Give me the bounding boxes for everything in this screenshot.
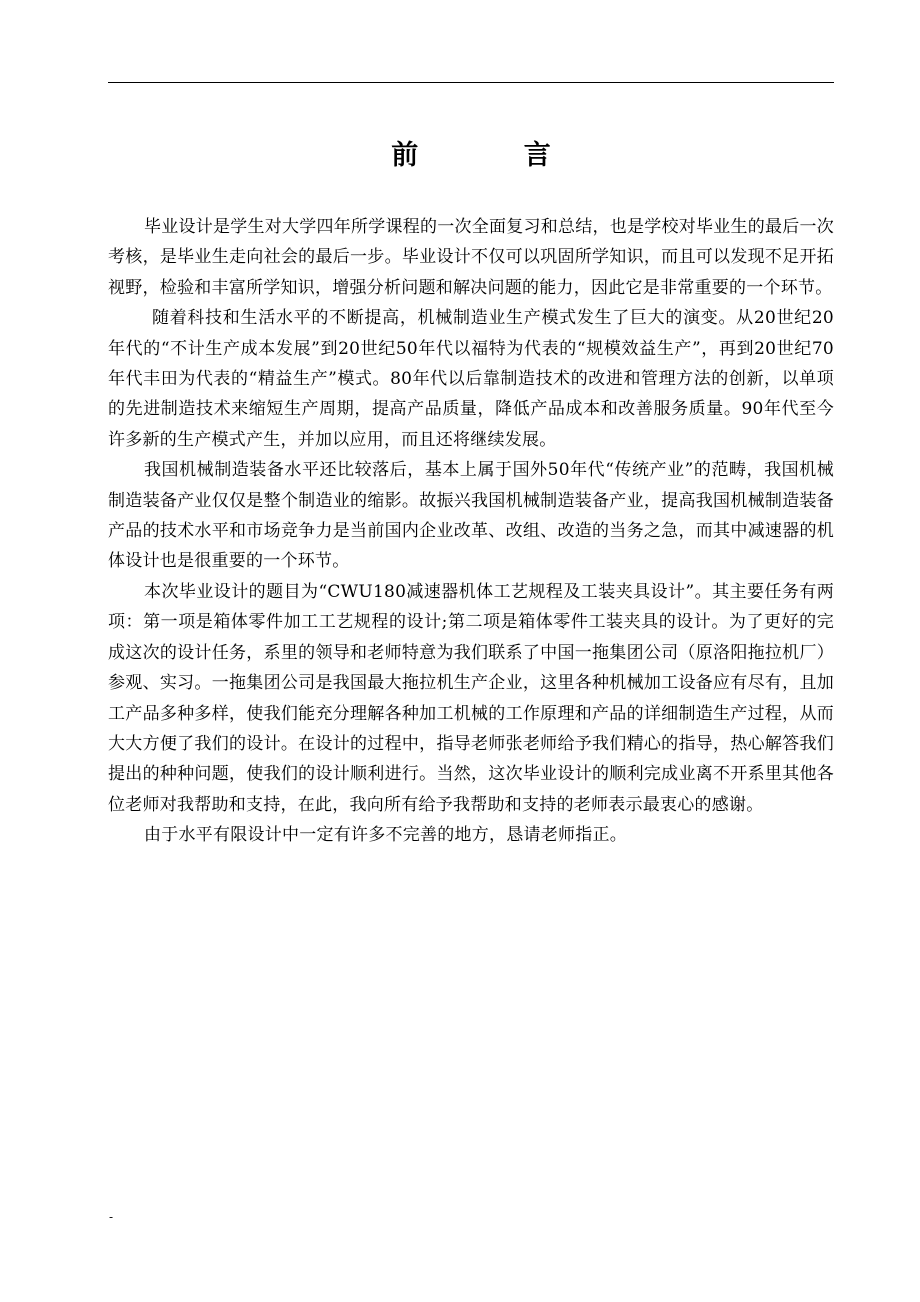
- footer-mark: -: [109, 1210, 114, 1224]
- paragraph-2: 随着科技和生活水平的不断提高，机械制造业生产模式发生了巨大的演变。从20世纪20年代的“不计生产成本发展”到20世纪50年代以福特为代表的“规模效益生产”，再到20世纪70年代丰田为代表的“精益生产”模式。80年代以后靠制造技术的改进和管理方法的创新，以单项的先进制造技术来缩短生产周期，提高产品质量，降低产品成本和改善服务质量。90年代至今许多新的生产模式产生，并加以应用，而且还将继续发展。: [108, 308, 834, 450]
- page-title: 前 言: [391, 140, 599, 171]
- preface-body: [108, 212, 834, 851]
- paragraph-4: 本次毕业设计的题目为“CWU180减速器机体工艺规程及工装夹具设计”。其主要任务有两项：第一项是箱体零件加工工艺规程的设计;第二项是箱体零件工装夹具的设计。为了更好的完成这次的设计任务，系里的领导和老师特意为我们联系了中国一拖集团公司（原洛阳拖拉机厂）参观、实习。一拖集团公司是我国最大拖拉机生产企业，这里各种机械加工设备应有尽有，且加工产品多种多样，使我们能充分理解各种加工机械的工作原理和产品的详细制造生产过程，从而大大方便了我们的设计。在设计的过程中，指导老师张老师给予我们精心的指导，热心解答我们提出的种种问题，使我们的设计顺利进行。当然，这次毕业设计的顺利完成业离不开系里其他各位老师对我帮助和支持，在此，我向所有给予我帮助和支持的老师表示最衷心的感谢。: [108, 581, 834, 815]
- paragraph-5: 由于水平有限设计中一定有许多不完善的地方，恳请老师指正。: [144, 825, 627, 846]
- paragraph-3: 我国机械制造装备水平还比较落后，基本上属于国外50年代“传统产业”的范畴，我国机械制造装备产业仅仅是整个制造业的缩影。故振兴我国机械制造装备产业，提高我国机械制造装备产品的技术水平和市场竞争力是当前国内企业改革、改组、改造的当务之急，而其中减速器的机体设计也是很重要的一个环节。: [108, 460, 834, 572]
- paragraph-1: 毕业设计是学生对大学四年所学课程的一次全面复习和总结，也是学校对毕业生的最后一次考核，是毕业生走向社会的最后一步。毕业设计不仅可以巩固所学知识，而且可以发现不足开拓视野，检验和丰富所学知识，增强分析问题和解决问题的能力，因此它是非常重要的一个环节。: [108, 217, 834, 298]
- header-rule: [108, 82, 834, 83]
